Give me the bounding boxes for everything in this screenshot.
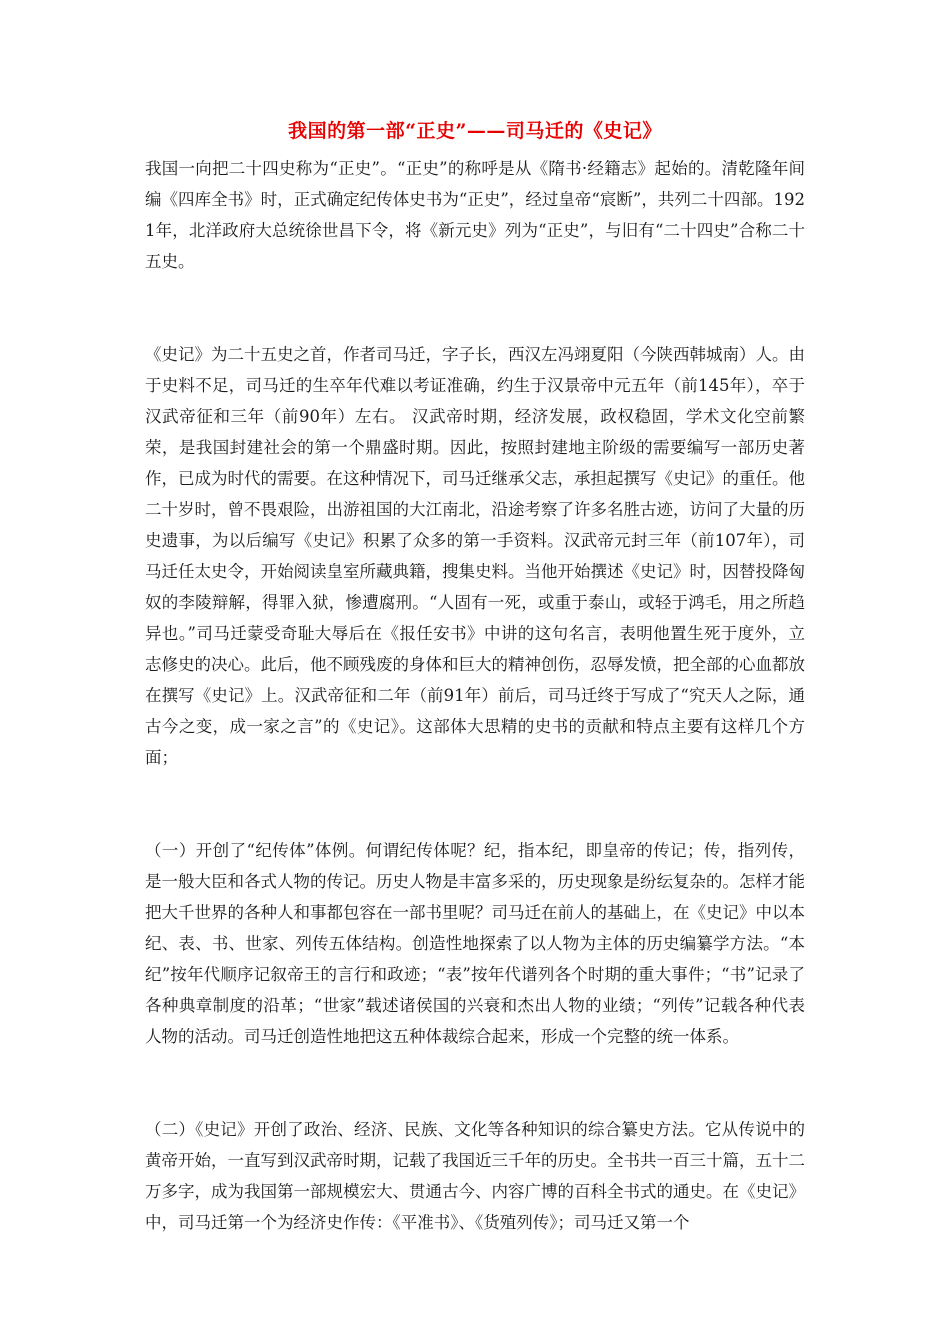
paragraph-gap [145,277,805,308]
document-body [145,153,805,1238]
paragraph-point-two: （二）《史记》开创了政治、经济、民族、文化等各种知识的综合纂史方法。它从传说中的黄帝开始，一直写到汉武帝时期，记载了我国近三千年的历史。全书共一百三十篇，五十二万多字，成为我国第一部规模宏大、贯通古今、内容广博的百科全书式的通史。在《史记》中，司马迁第一个为经济史作传：《平准书》、《货殖列传》；司马迁又第一个 [145,1120,805,1232]
paragraph-gap [145,804,805,835]
paragraph-point-one: （一）开创了“纪传体”体例。何谓纪传体呢？纪，指本纪，即皇帝的传记；传，指列传，是一般大臣和各式人物的传记。历史人物是丰富多采的，历史现象是纷纭复杂的。怎样才能把大千世界的各种人和事都包容在一部书里呢？司马迁在前人的基础上，在《史记》中以本纪、表、书、世家、列传五体结构。创造性地探索了以人物为主体的历史编纂学方法。“本纪”按年代顺序记叙帝王的言行和政迹；“表”按年代谱列各个时期的重大事件；“书”记录了各种典章制度的沿革；“世家”载述诸侯国的兴衰和杰出人物的业绩；“列传”记载各种代表人物的活动。司马迁创造性地把这五种体裁综合起来，形成一个完整的统一体系。 [145,841,805,1046]
paragraph-sima-qian: 《史记》为二十五史之首，作者司马迁，字子长，西汉左冯翊夏阳（今陕西韩城南）人。由于史料不足，司马迁的生卒年代难以考证准确，约生于汉景帝中元五年（前145年），卒于汉武帝征和三年（前90年）左右。 汉武帝时期，经济发展，政权稳固，学术文化空前繁荣，是我国封建社会的第一个鼎盛时期。因此，按照封建地主阶级的需要编写一部历史著作，已成为时代的需要。在这种情况下，司马迁继承父志，承担起撰写《史记》的重任。他二十岁时，曾不畏艰险，出游祖国的大江南北，沿途考察了许多名胜古迹，访问了大量的历史遗事，为以后编写《史记》积累了众多的第一手资料。汉武帝元封三年（前107年），司马迁任太史令，开始阅读皇室所藏典籍，搜集史料。当他开始撰述《史记》时，因替投降匈奴的李陵辩解，得罪入狱，惨遭腐刑。“人固有一死，或重于泰山，或轻于鸿毛，用之所趋异也。”司马迁蒙受奇耻大辱后在《报任安书》中讲的这句名言，表明他置生死于度外，立志修史的决心。此后，他不顾残废的身体和巨大的精神创伤，忍辱发愤，把全部的心血都放在撰写《史记》上。汉武帝征和二年（前91年）前后，司马迁终于写成了“究天人之际，通古今之变，成一家之言”的《史记》。这部体大思精的史书的贡献和特点主要有这样几个方面； [145,345,805,767]
paragraph-intro: 我国一向把二十四史称为“正史”。“正史”的称呼是从《隋书·经籍志》起始的。清乾隆年间编《四库全书》时，正式确定纪传体史书为“正史”，经过皇帝“宸断”，共列二十四部。1921年，北洋政府大总统徐世昌下令，将《新元史》列为“正史”，与旧有“二十四史”合称二十五史。 [145,159,805,271]
paragraph-gap [145,773,805,804]
document-title: 我国的第一部“正史”——司马迁的《史记》 [288,120,662,142]
paragraph-gap [145,1052,805,1083]
paragraph-gap [145,308,805,339]
paragraph-gap [145,1083,805,1114]
